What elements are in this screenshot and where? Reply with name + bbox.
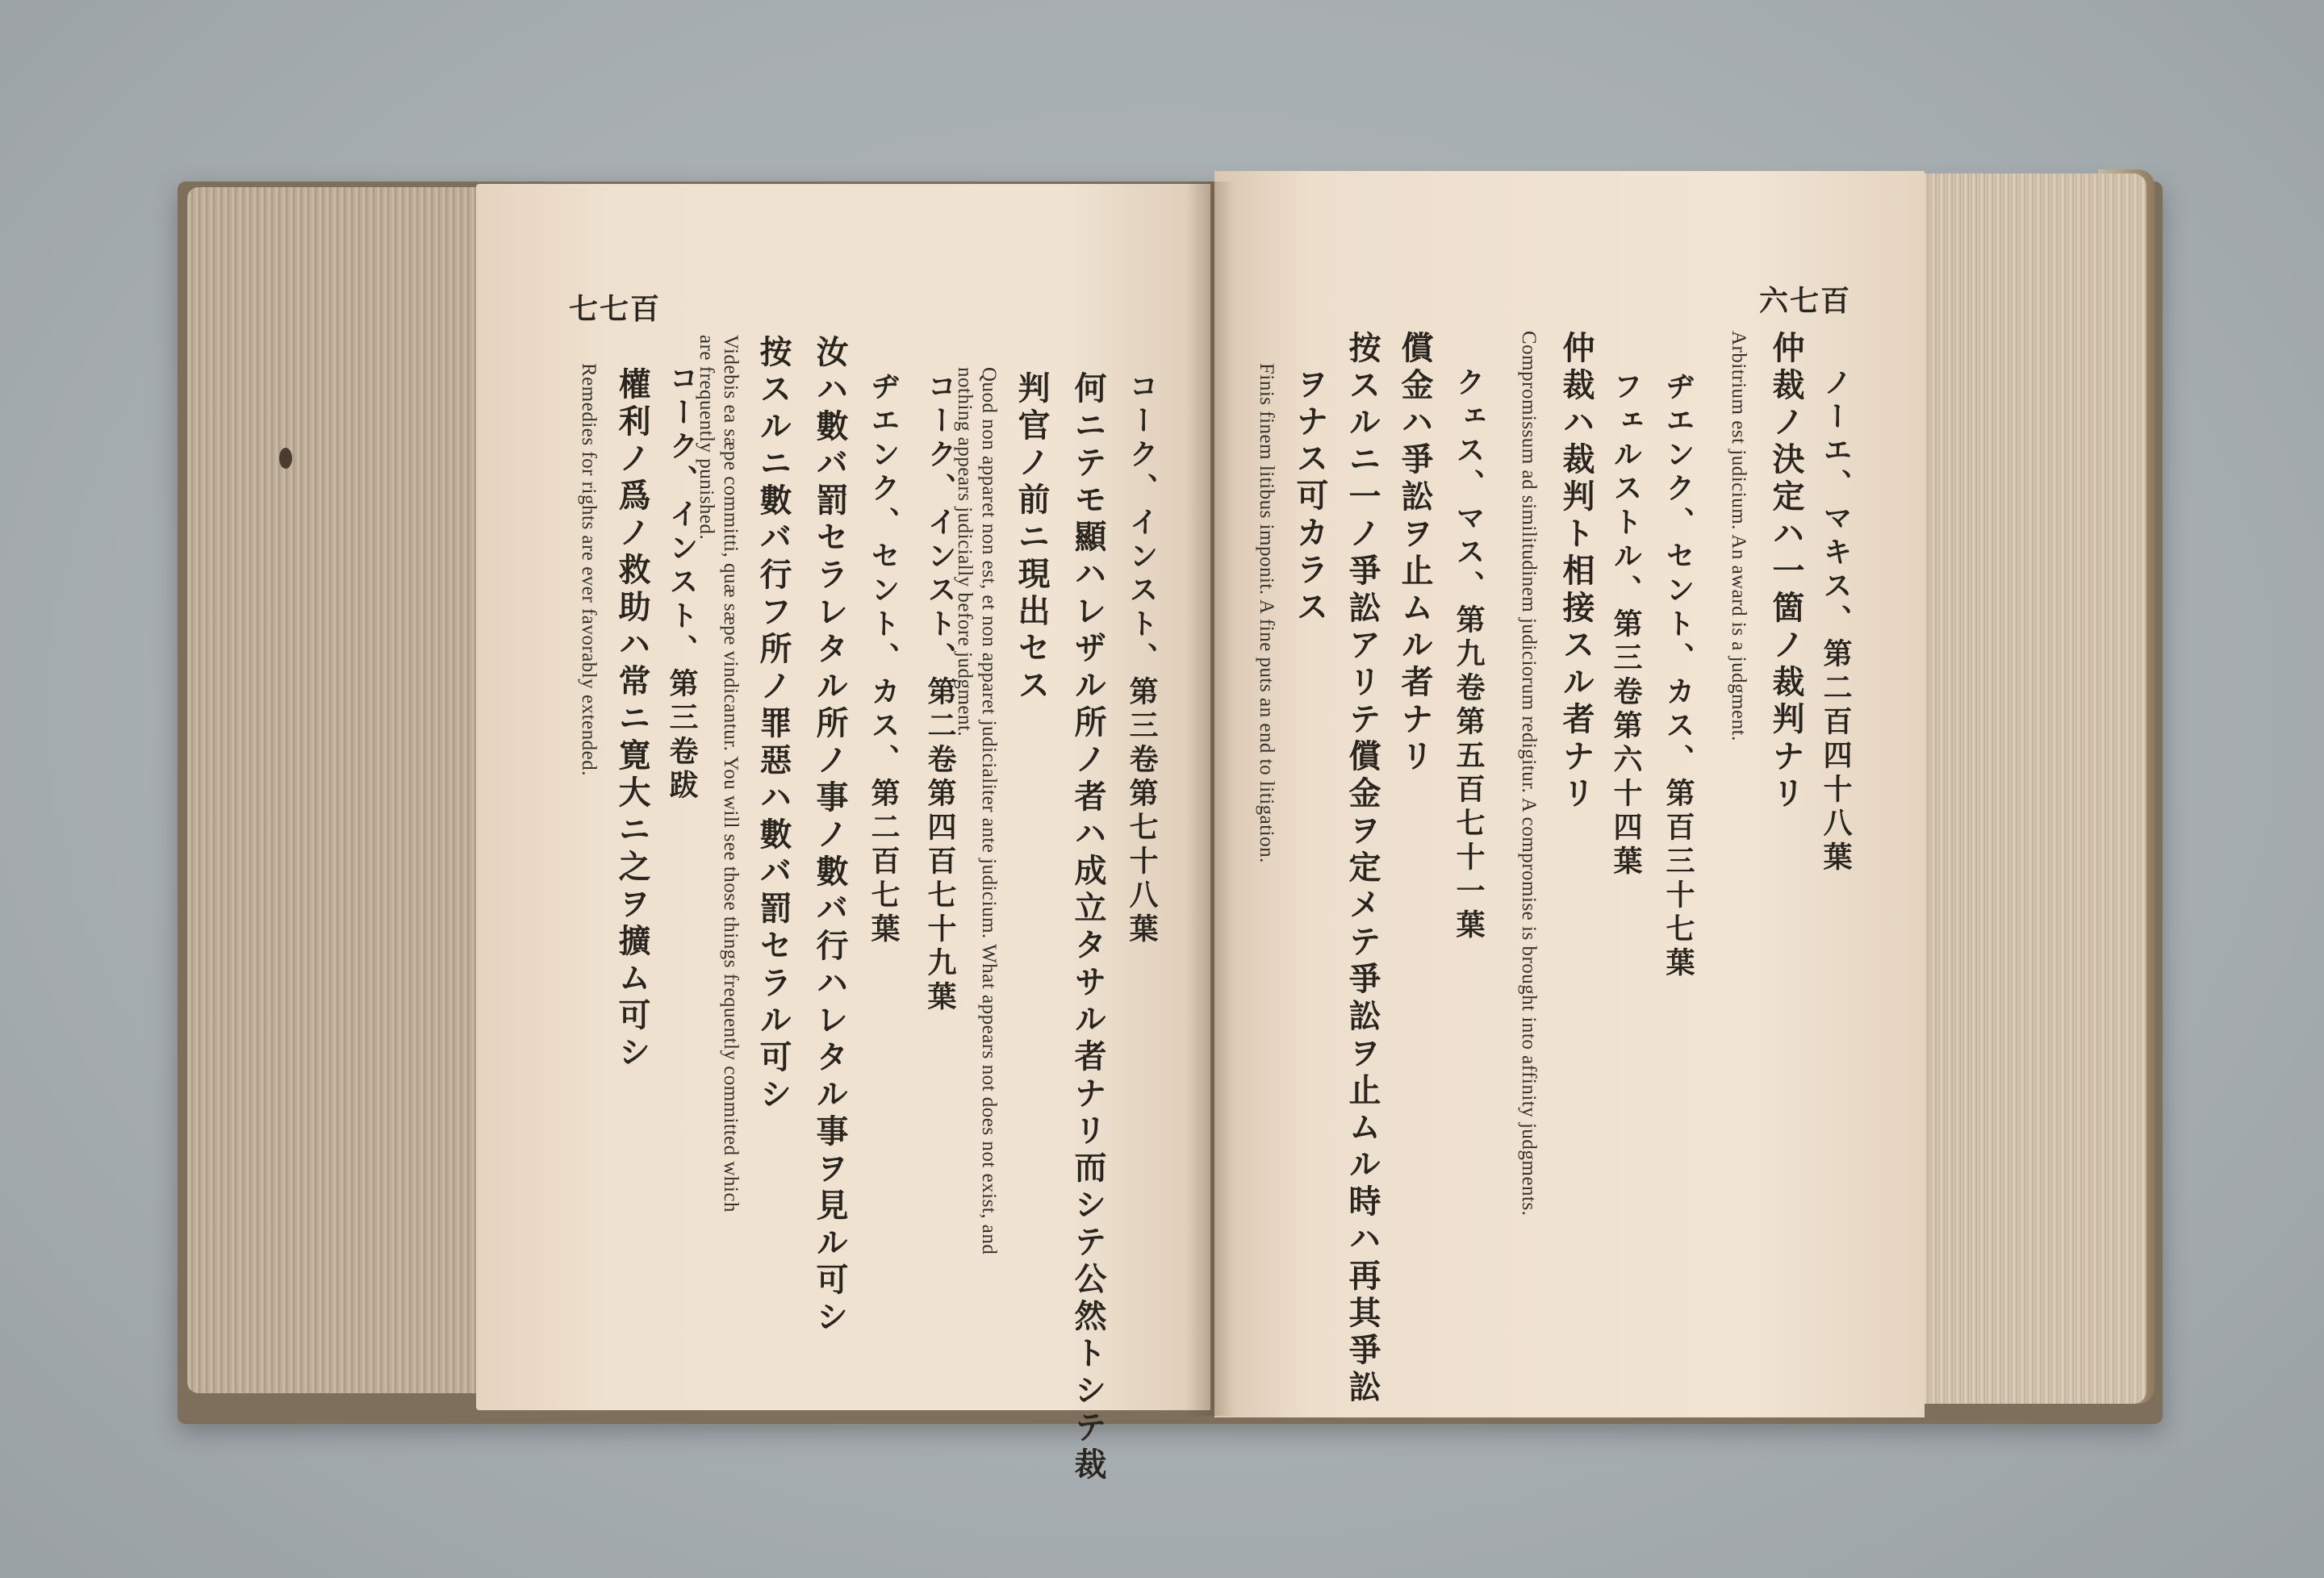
right-col-5: フェルストル、第三卷第六十四葉 <box>1609 371 1643 879</box>
latin-line-2: nothing appears judicially before judgment. <box>954 367 976 737</box>
left-col-6: ヂエンク、セント、カス、第二百七葉 <box>867 371 901 947</box>
right-col-2: 仲裁ノ決定ハ一箇ノ裁判ナリ <box>1767 331 1805 813</box>
latin-line-2: are frequently punished. <box>696 335 717 541</box>
left-col-5: コーク、インスト、第二卷第四百七十九葉 <box>923 371 957 1015</box>
book-gutter <box>1186 182 1235 1416</box>
page-edges-left <box>187 187 486 1393</box>
left-col-12-latin: Remedies for rights are ever favorably extended. <box>578 363 600 776</box>
right-col-7-latin: Compromissum ad similitudinem judiciorum redigitur. A compromise is brought into affinity judgments. <box>1518 331 1540 1217</box>
left-col-11: 權利ノ爲ノ救助ハ常ニ寛大ニ之ヲ擴ム可シ <box>613 367 651 1072</box>
right-col-4: ヂエンク、セント、カス、第百三十七葉 <box>1661 371 1695 981</box>
right-col-12-latin: Finis finem litibus imponit. A fine puts an end to litigation. <box>1256 363 1277 863</box>
page-edges-right <box>1921 173 2146 1404</box>
left-col-7: 汝ハ數バ罰セラレタル所ノ事ノ數バ行ハレタル事ヲ見ル可シ <box>811 335 849 1337</box>
right-col-1: ノーエ、マキス、第二百四十八葉 <box>1819 367 1853 875</box>
right-page-number: 六七百 <box>1759 284 1852 318</box>
right-col-11: ヲナス可カラス <box>1291 367 1329 627</box>
left-col-3: 判官ノ前ニ現出セス <box>1013 371 1051 705</box>
latin-line-1: Videbis ea sæpe committi, quæ sæpe vindicantur. You will see those things frequently committed which <box>720 335 742 1213</box>
right-col-10: 按スルニ一ノ爭訟アリテ償金ヲ定メテ爭訟ヲ止ムル時ハ再其爭訟 <box>1344 331 1381 1407</box>
right-col-6: 仲裁ハ裁判ト相接スル者ナリ <box>1557 331 1595 813</box>
right-col-3-latin: Arbitrium est judicium. An award is a judgment. <box>1728 331 1749 741</box>
right-col-9: 償金ハ爭訟ヲ止ムル者ナリ <box>1396 331 1434 776</box>
left-page-number: 七七百 <box>569 292 662 326</box>
right-col-8: クェス、マス、第九卷第五百七十一葉 <box>1452 367 1486 943</box>
left-col-1: コーク、インスト、第三卷第七十八葉 <box>1125 371 1159 947</box>
left-col-2: 何ニテモ顯ハレザル所ノ者ハ成立タサル者ナリ而シテ公然トシテ裁 <box>1069 371 1107 1484</box>
left-col-10: コーク、インスト、第三卷跋 <box>665 363 699 804</box>
latin-line-1: Quod non apparet non est, et non apparet judicialiter ante judicium. What appears not does not exist, and <box>978 367 1000 1255</box>
binding-hole <box>279 448 292 469</box>
left-col-8: 按スルニ數バ行フ所ノ罪惡ハ數バ罰セラル可シ <box>754 335 792 1114</box>
